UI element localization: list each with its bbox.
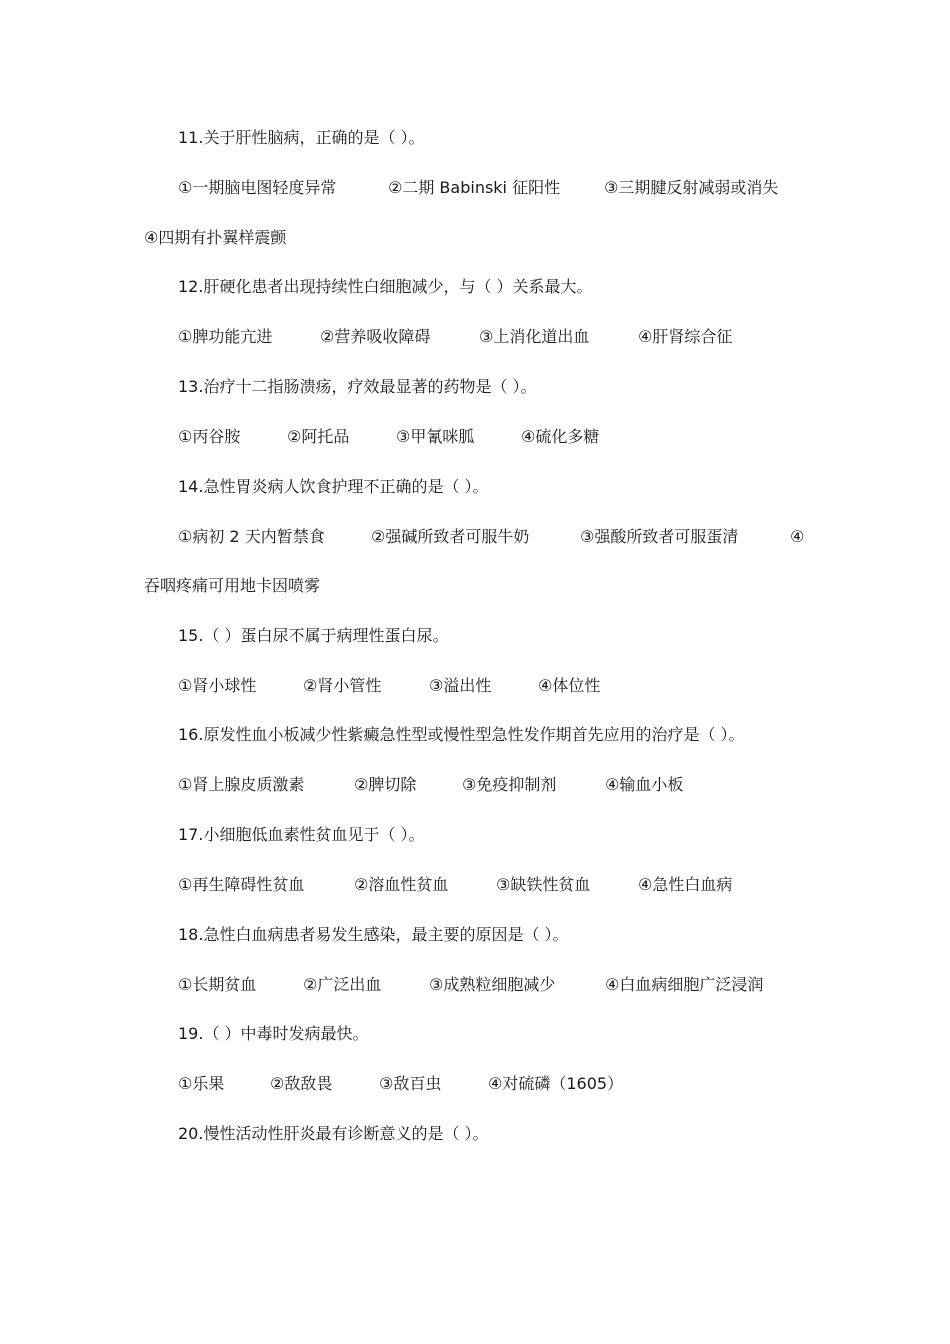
question-14-option-1: ①病初 2 天内暂禁食 [178, 527, 325, 546]
question-19-option-3: ③敌百虫 [379, 1074, 442, 1093]
question-13-option-2: ②阿托品 [287, 427, 350, 446]
question-16-option-2: ②脾切除 [354, 775, 417, 794]
question-16-option-1: ①肾上腺皮质激素 [178, 775, 305, 794]
question-17-stem: 17.小细胞低血素性贫血见于（ ）。 [178, 825, 425, 844]
question-11-option-2: ②二期 Babinski 征阳性 [388, 178, 561, 197]
question-11-option-4: ④四期有扑翼样震颤 [144, 228, 287, 247]
question-15-option-4: ④体位性 [538, 676, 601, 695]
question-12-option-4: ④肝肾综合征 [638, 327, 733, 346]
question-11-option-1: ①一期脑电图轻度异常 [178, 178, 337, 197]
question-13-option-4: ④硫化多糖 [521, 427, 600, 446]
question-14-option-4: 吞咽疼痛可用地卡因喷雾 [144, 576, 321, 595]
question-13-option-3: ③甲氰咪胍 [396, 427, 475, 446]
question-12-option-2: ②营养吸收障碍 [320, 327, 431, 346]
question-15-option-1: ①肾小球性 [178, 676, 257, 695]
question-16-stem: 16.原发性血小板减少性紫癜急性型或慢性型急性发作期首先应用的治疗是（ ）。 [178, 725, 745, 744]
question-14-option-2: ②强碱所致者可服牛奶 [371, 527, 530, 546]
question-17-option-3: ③缺铁性贫血 [496, 875, 591, 894]
question-12-stem: 12.肝硬化患者出现持续性白细胞减少，与（ ）关系最大。 [178, 277, 593, 296]
question-19-option-2: ②敌敌畏 [270, 1074, 333, 1093]
question-15-option-3: ③溢出性 [429, 676, 492, 695]
question-14-stem: 14.急性胃炎病人饮食护理不正确的是（ ）。 [178, 477, 489, 496]
question-12-option-1: ①脾功能亢进 [178, 327, 273, 346]
question-18-option-2: ②广泛出血 [303, 975, 382, 994]
question-18-option-1: ①长期贫血 [178, 975, 257, 994]
question-15-stem: 15.（ ）蛋白尿不属于病理性蛋白尿。 [178, 626, 449, 645]
question-14-option-4-marker: ④ [790, 527, 805, 546]
question-12-option-3: ③上消化道出血 [479, 327, 590, 346]
question-19-stem: 19.（ ）中毒时发病最快。 [178, 1024, 369, 1043]
question-11-stem: 11.关于肝性脑病，正确的是（ ）。 [178, 128, 425, 147]
question-13-option-1: ①丙谷胺 [178, 427, 241, 446]
question-18-option-4: ④白血病细胞广泛浸润 [605, 975, 764, 994]
question-14-option-3: ③强酸所致者可服蛋清 [580, 527, 739, 546]
question-17-option-4: ④急性白血病 [638, 875, 733, 894]
question-15-option-2: ②肾小管性 [303, 676, 382, 695]
question-16-option-4: ④输血小板 [605, 775, 684, 794]
question-11-option-3: ③三期腱反射减弱或消失 [604, 178, 779, 197]
question-16-option-3: ③免疫抑制剂 [462, 775, 557, 794]
question-19-option-1: ①乐果 [178, 1074, 225, 1093]
question-20-stem: 20.慢性活动性肝炎最有诊断意义的是（ ）。 [178, 1124, 489, 1143]
question-17-option-2: ②溶血性贫血 [354, 875, 449, 894]
question-19-option-4: ④对硫磷（1605） [488, 1074, 624, 1093]
question-18-stem: 18.急性白血病患者易发生感染，最主要的原因是（ ）。 [178, 925, 569, 944]
question-18-option-3: ③成熟粒细胞减少 [429, 975, 556, 994]
question-17-option-1: ①再生障碍性贫血 [178, 875, 305, 894]
question-13-stem: 13.治疗十二指肠溃疡，疗效最显著的药物是（ ）。 [178, 377, 537, 396]
